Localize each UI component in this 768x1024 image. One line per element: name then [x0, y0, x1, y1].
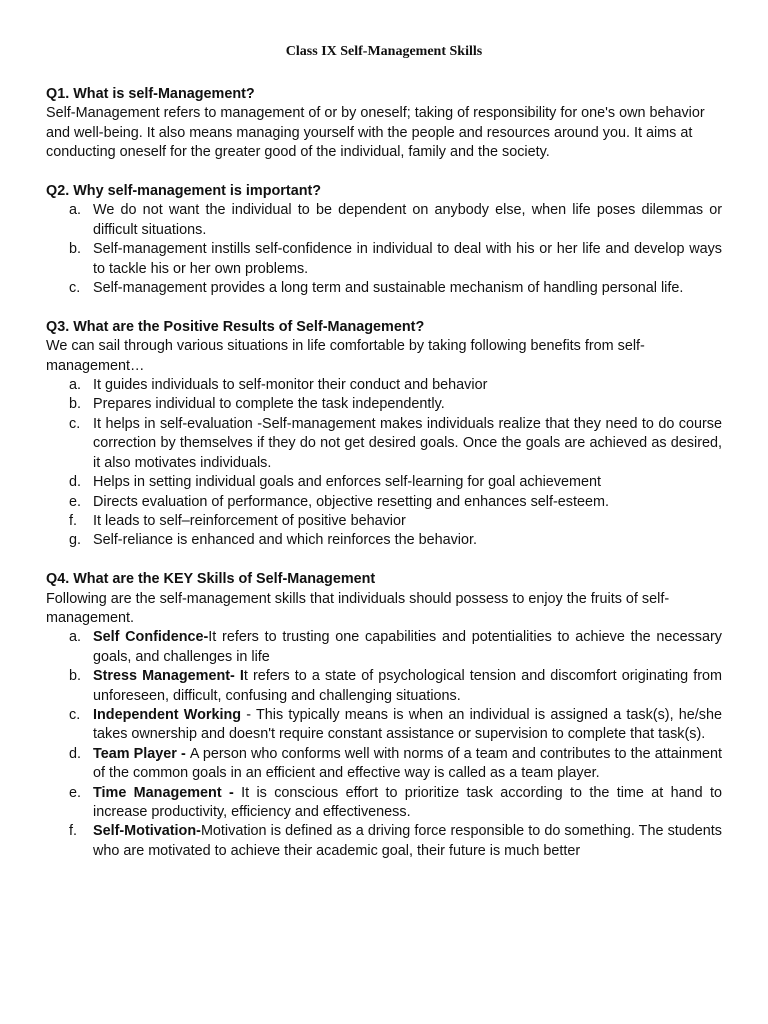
- q1-answer: Self-Management refers to management of or by oneself; taking of responsibility for one's own behavior and well-being. It also means managing yourself with the people and resources around you. It aims at conducting oneself for the greater good of the individual, family and the society.: [46, 105, 705, 161]
- q3-intro: We can sail through various situations in life comfortable by taking following benefits from self-management…: [46, 338, 645, 374]
- q4-intro: Following are the self-management skills that individuals should possess to enjoy the fruits of self- management.: [46, 590, 670, 626]
- list-marker: e.: [69, 784, 82, 801]
- list-marker: b.: [69, 396, 82, 413]
- list-item: [46, 822, 722, 861]
- skill-description: - This typically means is when an individual is assigned a task(s), he/she takes ownership and doesn't require constant assistance or supervision to complete that task(s).: [93, 706, 722, 743]
- skill-term: Team Player -: [93, 745, 190, 762]
- list-item-text: It guides individuals to self-monitor their conduct and behavior: [93, 377, 488, 394]
- list-marker: f.: [69, 512, 77, 529]
- skill-term: Stress Management- I: [93, 668, 244, 685]
- list-marker: c.: [69, 706, 81, 723]
- list-marker: c.: [69, 415, 81, 432]
- list-marker: e.: [69, 493, 82, 510]
- list-item: [46, 512, 722, 531]
- q3-list: [46, 376, 722, 551]
- list-item: [46, 493, 722, 512]
- list-item: [46, 745, 722, 784]
- list-item: [46, 667, 722, 706]
- skill-description: It refers to trusting one capabilities and potentialities to achieve the necessary goals, and challenges in life: [93, 629, 722, 665]
- q2-heading: Q2. Why self-management is important?: [46, 183, 322, 200]
- q3-heading: Q3. What are the Positive Results of Self-Management?: [46, 318, 425, 335]
- list-item: [46, 240, 722, 279]
- list-item-text: Prepares individual to complete the task independently.: [93, 396, 445, 413]
- page-title: Class IX Self-Management Skills: [285, 44, 483, 59]
- list-item: [46, 628, 722, 667]
- list-item: [46, 706, 722, 745]
- q2-list: [46, 201, 722, 298]
- skill-term: Self-Motivation-: [93, 823, 201, 840]
- list-marker: b.: [69, 241, 82, 258]
- list-marker: d.: [69, 745, 82, 762]
- list-marker: b.: [69, 668, 82, 685]
- list-item-text: Self-management provides a long term and sustainable mechanism of handling personal life.: [93, 280, 684, 297]
- skill-description: Motivation is defined as a driving force responsible to do something. The students who are motivated to achieve their academic goal, their future is much better: [93, 823, 722, 859]
- list-item-text: Helps in setting individual goals and enforces self-learning for goal achievement: [93, 474, 601, 491]
- skill-description: It is conscious effort to prioritize task according to the time at hand to increase productivity, efficiency and effectiveness.: [93, 784, 722, 820]
- q1-heading: Q1. What is self-Management?: [46, 86, 255, 102]
- list-item-text: Self-management instills self-confidence in individual to deal with his or her life and develop ways to tackle his or her own problems.: [93, 241, 722, 277]
- list-marker: a.: [69, 202, 82, 219]
- skill-term: Independent Working: [93, 706, 242, 723]
- skill-term: Time Management -: [93, 784, 242, 801]
- q4-heading: Q4. What are the KEY Skills of Self-Management: [46, 571, 376, 588]
- list-marker: a.: [69, 377, 82, 394]
- list-item-text: Directs evaluation of performance, objective resetting and enhances self-esteem.: [93, 493, 609, 510]
- list-marker: c.: [69, 280, 81, 297]
- list-item: [46, 201, 722, 240]
- q4-list: [46, 628, 722, 861]
- skill-term: Self Confidence-: [93, 629, 209, 646]
- list-item: [46, 395, 722, 414]
- list-item-text: Self-reliance is enhanced and which reinforces the behavior.: [93, 532, 477, 549]
- list-item: [46, 473, 722, 492]
- list-item: [46, 376, 722, 395]
- list-item: [46, 784, 722, 823]
- list-marker: a.: [69, 629, 82, 646]
- list-marker: d.: [69, 474, 82, 491]
- list-item: [46, 415, 722, 473]
- list-item-text: We do not want the individual to be dependent on anybody else, when life poses dilemmas or difficult situations.: [93, 202, 722, 238]
- list-marker: f.: [69, 823, 77, 840]
- list-marker: g.: [69, 532, 82, 549]
- skill-description: A person who conforms well with norms of a team and contributes to the attainment of the common goals in an efficient and effective way is called as a team player.: [93, 745, 722, 782]
- list-item-text: It leads to self–reinforcement of positive behavior: [93, 512, 406, 529]
- skill-description: t refers to a state of psychological tension and discomfort originating from unforeseen, difficult, confusing and challenging situations.: [93, 668, 722, 704]
- list-item: [46, 531, 722, 550]
- list-item: [46, 279, 722, 298]
- list-item-text: It helps in self-evaluation -Self-management makes individuals realize that they need to do course correction by themselves if they do not get desired goals. Once the goals are achieved as desired, it also motivates individuals.: [93, 415, 722, 471]
- document-body: [46, 85, 722, 861]
